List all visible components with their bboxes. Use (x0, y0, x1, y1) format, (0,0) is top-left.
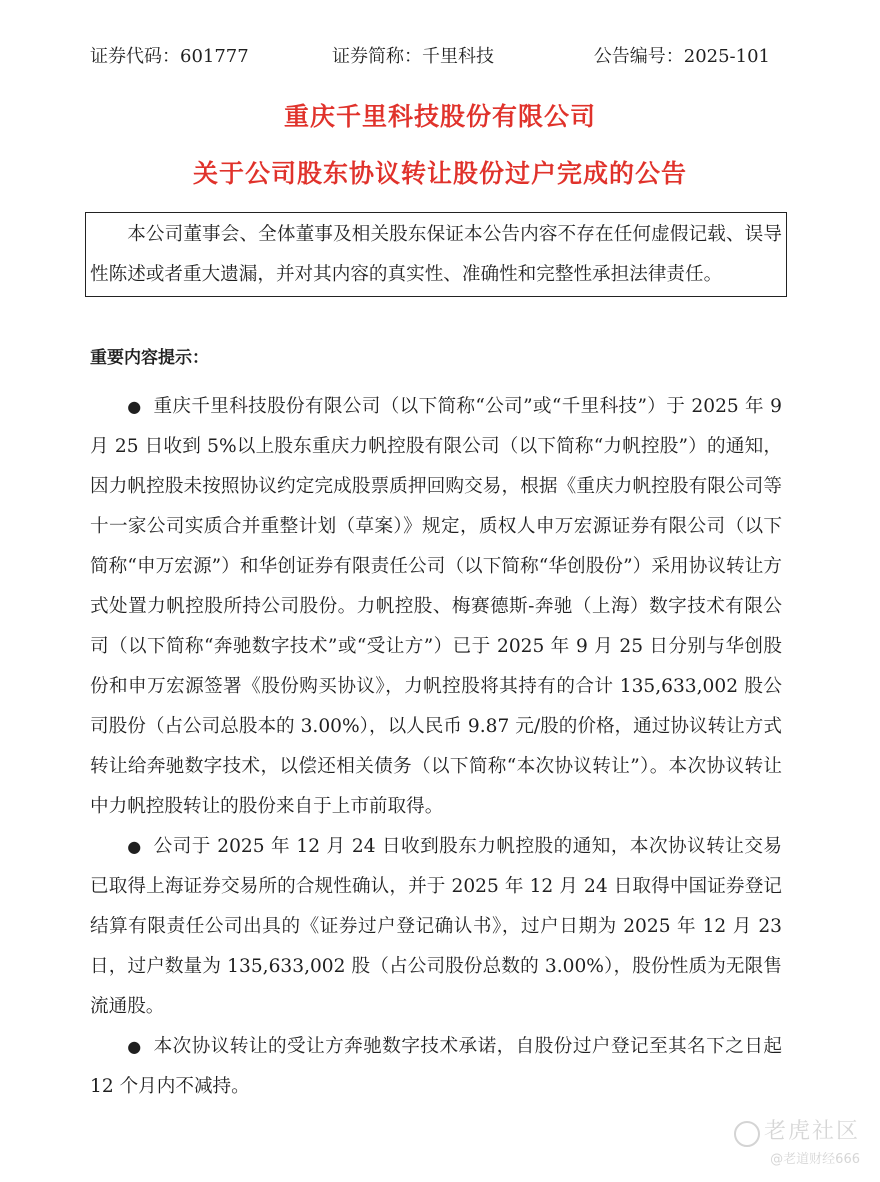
watermark-user: @老道财经666 (770, 1152, 860, 1167)
key-points-list (90, 387, 782, 1107)
bullet-icon: ● (127, 1037, 142, 1056)
document-header (90, 44, 780, 70)
list-item (90, 827, 782, 1027)
watermark (726, 1117, 866, 1177)
security-short-name: 证券简称：千里科技 (332, 46, 494, 67)
section-heading: 重要内容提示： (90, 348, 209, 368)
list-item (90, 1027, 782, 1107)
disclaimer-box (85, 212, 787, 297)
bullet-icon: ● (127, 837, 142, 856)
announcement-title: 关于公司股东协议转让股份过户完成的公告 (192, 159, 687, 188)
disclaimer-text: 本公司董事会、全体董事及相关股东保证本公告内容不存在任何虚假记载、误导性陈述或者重大遗漏，并对其内容的真实性、准确性和完整性承担法律责任。 (90, 224, 782, 285)
list-item-text: 公司于 2025 年 12 月 24 日收到股东力帆控股的通知，本次协议转让交易已取得上海证券交易所的合规性确认，并于 2025 年 12 月 24 日取得中国证券登记结算有限责任公司出具的《证券过户登记确认书》，过户日期为 2025 年 12 月 23 日，过户数量为 135,633,002 股（占公司股份总数的 3.00%），股份性质为无限售流通股。 (90, 836, 782, 1017)
security-code: 证券代码：601777 (90, 46, 249, 67)
tiger-community-logo-icon (734, 1121, 760, 1147)
bullet-icon: ● (127, 397, 142, 416)
list-item-text: 重庆千里科技股份有限公司（以下简称“公司”或“千里科技”）于 2025 年 9 月 25 日收到 5%以上股东重庆力帆控股有限公司（以下简称“力帆控股”）的通知，因力帆控股未按照协议约定完成股票质押回购交易，根据《重庆力帆控股有限公司等十一家公司实质合并重整计划（草案）》规定，质权人申万宏源证券有限公司（以下简称“申万宏源”）和华创证券有限责任公司（以下简称“华创股份”）采用协议转让方式处置力帆控股所持公司股份。力帆控股、梅赛德斯-奔驰（上海）数字技术有限公司（以下简称“奔驰数字技术”或“受让方”）已于 2025 年 9 月 25 日分别与华创股份和申万宏源签署《股份购买协议》，力帆控股将其持有的合计 135,633,002 股公司股份（占公司总股本的 3.00%），以人民币 9.87 元/股的价格，通过协议转让方式转让给奔驰数字技术，以偿还相关债务（以下简称“本次协议转让”）。本次协议转让中力帆控股转让的股份来自于上市前取得。 (90, 396, 783, 817)
list-item (90, 387, 782, 827)
watermark-brand: 老虎社区 (763, 1119, 860, 1144)
company-title: 重庆千里科技股份有限公司 (283, 102, 596, 131)
announcement-number: 公告编号：2025-101 (593, 46, 770, 67)
list-item-text: 本次协议转让的受让方奔驰数字技术承诺，自股份过户登记至其名下之日起 12 个月内不减持。 (90, 1036, 782, 1097)
